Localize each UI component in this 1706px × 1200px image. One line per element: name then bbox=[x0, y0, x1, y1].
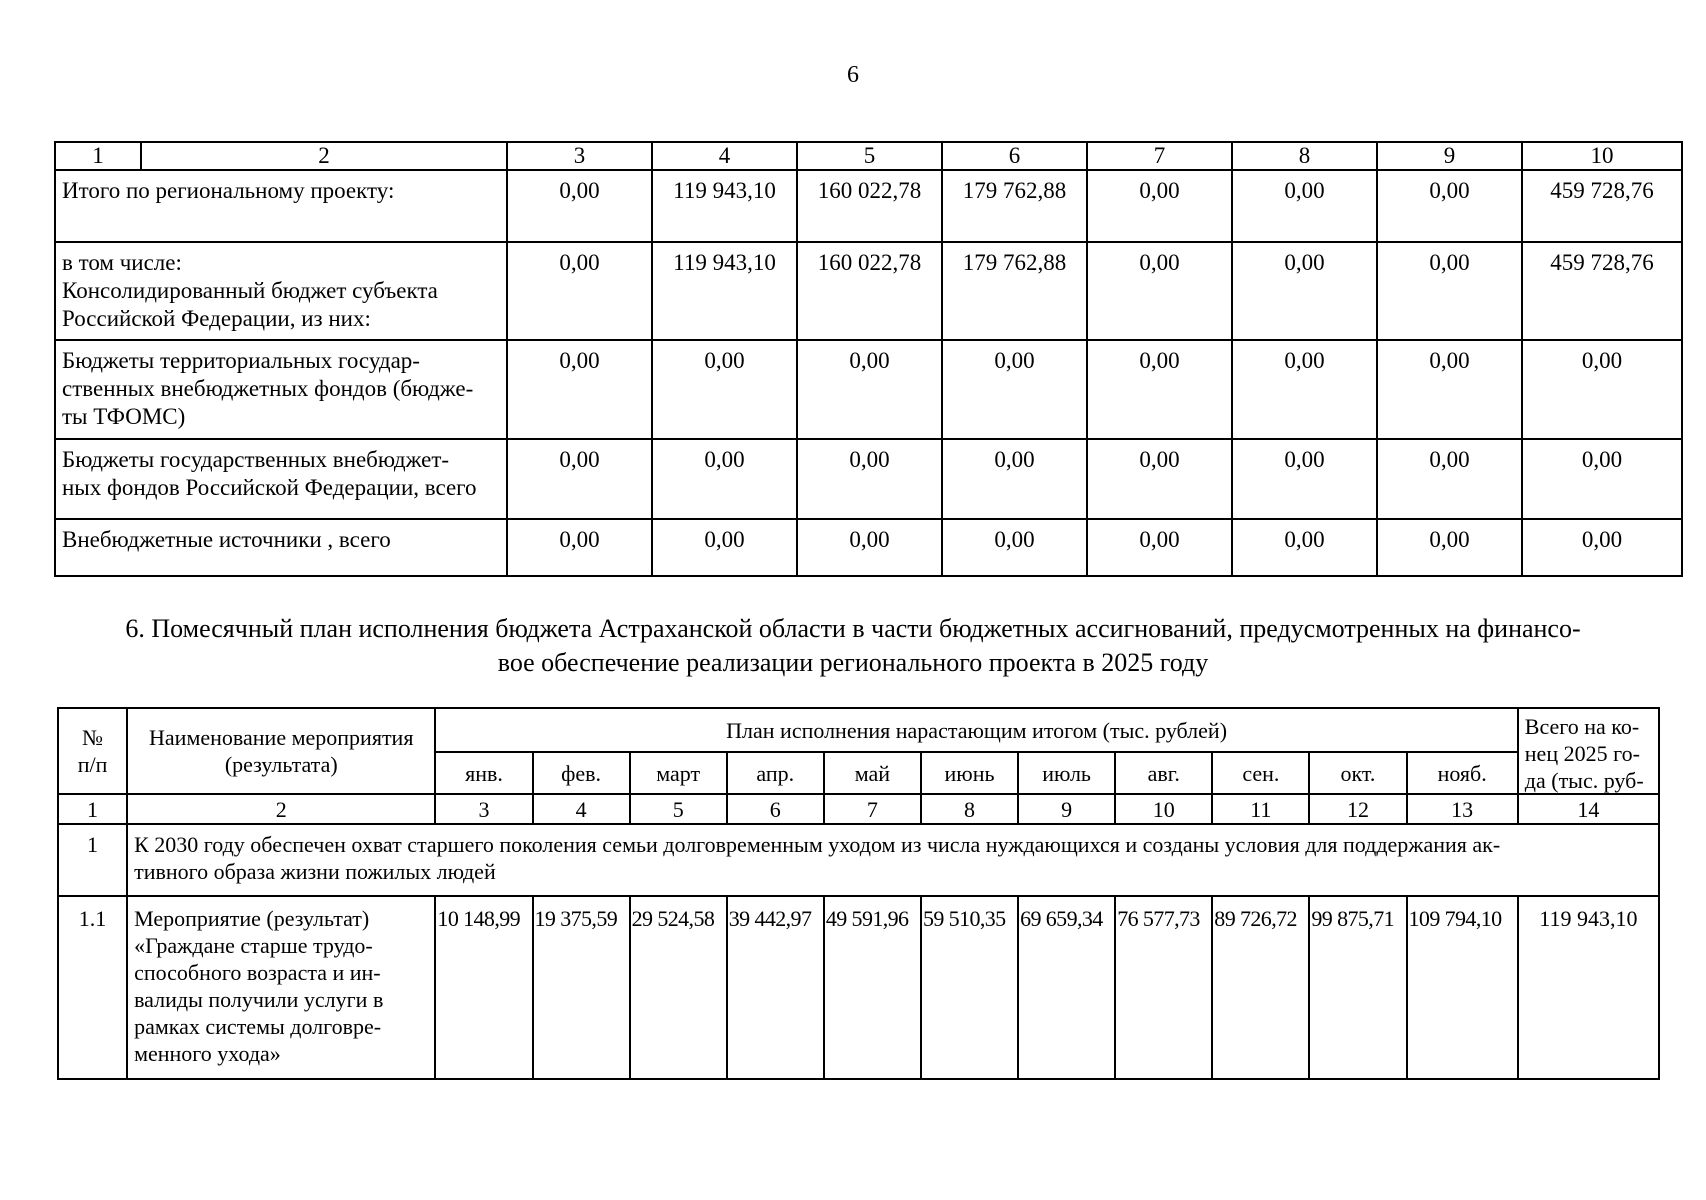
value-cell: 0,00 bbox=[1087, 439, 1232, 519]
table-row bbox=[58, 896, 1659, 1079]
page-number: 6 bbox=[847, 62, 859, 88]
value-cell: 0,00 bbox=[507, 519, 652, 576]
value-cell: 0,00 bbox=[1377, 340, 1522, 439]
row-label bbox=[55, 340, 507, 439]
index-cell: 6 bbox=[727, 794, 824, 824]
value-cell: 0,00 bbox=[1232, 519, 1377, 576]
table2-header-row bbox=[58, 708, 1659, 752]
value-cell: 459 728,76 bbox=[1522, 242, 1682, 340]
monthly-value: 29 524,58 bbox=[630, 896, 727, 1079]
value-cell: 0,00 bbox=[1087, 242, 1232, 340]
row-number: 1.1 bbox=[58, 896, 127, 1079]
header-line: Наименование мероприятия bbox=[149, 725, 414, 750]
column-header-total bbox=[1518, 708, 1659, 794]
table-row bbox=[55, 170, 1682, 242]
table2-index-row bbox=[58, 794, 1659, 824]
month-header: июль bbox=[1018, 752, 1115, 794]
value-cell: 0,00 bbox=[652, 340, 797, 439]
goal-description bbox=[127, 824, 1659, 896]
measure-line: «Граждане старше трудо- bbox=[134, 933, 373, 958]
measure-line: рамках системы долговре- bbox=[134, 1014, 382, 1039]
index-cell: 10 bbox=[1115, 794, 1212, 824]
header-line: (результата) bbox=[224, 752, 338, 777]
value-cell: 179 762,88 bbox=[942, 170, 1087, 242]
index-cell: 12 bbox=[1309, 794, 1406, 824]
table1-header-cell: 4 bbox=[652, 142, 797, 170]
index-cell: 13 bbox=[1407, 794, 1518, 824]
table1-header-cell: 10 bbox=[1522, 142, 1682, 170]
row-label: Итого по региональному проекту: bbox=[55, 170, 507, 242]
value-cell: 179 762,88 bbox=[942, 242, 1087, 340]
month-header: янв. bbox=[435, 752, 532, 794]
month-header: июнь bbox=[921, 752, 1018, 794]
value-cell: 0,00 bbox=[1377, 242, 1522, 340]
value-cell: 0,00 bbox=[797, 439, 942, 519]
month-header: апр. bbox=[727, 752, 824, 794]
section-title-line: вое обеспечение реализации регионального проекта в 2025 году bbox=[497, 648, 1209, 677]
monthly-value: 10 148,99 bbox=[435, 896, 532, 1079]
table1-header-cell: 2 bbox=[141, 142, 507, 170]
measure-line: менного ухода» bbox=[134, 1041, 281, 1066]
index-cell: 1 bbox=[58, 794, 127, 824]
table-row bbox=[58, 824, 1659, 896]
monthly-value: 49 591,96 bbox=[824, 896, 921, 1079]
value-cell: 0,00 bbox=[1232, 340, 1377, 439]
month-header: нояб. bbox=[1407, 752, 1518, 794]
label-line: ных фондов Российской Федерации, всего bbox=[62, 475, 477, 500]
header-line: Всего на ко- bbox=[1524, 714, 1640, 739]
value-cell: 0,00 bbox=[942, 519, 1087, 576]
regional-project-totals-table bbox=[54, 141, 1683, 577]
index-cell: 11 bbox=[1212, 794, 1309, 824]
value-cell: 0,00 bbox=[507, 439, 652, 519]
monthly-value: 39 442,97 bbox=[727, 896, 824, 1079]
label-line: ты ТФОМС) bbox=[62, 404, 186, 429]
table1-header-cell: 6 bbox=[942, 142, 1087, 170]
value-cell: 459 728,76 bbox=[1522, 170, 1682, 242]
monthly-value: 69 659,34 bbox=[1018, 896, 1115, 1079]
column-header-number bbox=[58, 708, 127, 794]
row-label bbox=[55, 242, 507, 340]
month-header: авг. bbox=[1115, 752, 1212, 794]
value-cell: 0,00 bbox=[507, 340, 652, 439]
measure-description bbox=[127, 896, 435, 1079]
value-cell: 0,00 bbox=[942, 439, 1087, 519]
value-cell: 0,00 bbox=[1522, 340, 1682, 439]
value-cell: 0,00 bbox=[797, 340, 942, 439]
index-cell: 8 bbox=[921, 794, 1018, 824]
column-header-plan: План исполнения нарастающим итогом (тыс. рублей) bbox=[435, 708, 1517, 752]
label-line: Российской Федерации, из них: bbox=[62, 306, 371, 331]
label-line: в том числе: bbox=[62, 250, 182, 275]
value-cell: 0,00 bbox=[507, 242, 652, 340]
header-line: № bbox=[82, 725, 104, 750]
value-cell: 0,00 bbox=[1377, 439, 1522, 519]
monthly-value: 99 875,71 bbox=[1309, 896, 1406, 1079]
measure-line: способного возраста и ин- bbox=[134, 960, 381, 985]
value-cell: 0,00 bbox=[652, 439, 797, 519]
month-header: март bbox=[630, 752, 727, 794]
month-header: окт. bbox=[1309, 752, 1406, 794]
table-row bbox=[55, 340, 1682, 439]
value-cell: 0,00 bbox=[1087, 340, 1232, 439]
goal-line: К 2030 году обеспечен охват старшего поколения семьи долговременным уходом из числа нуждающихся и созданы условия для поддержания ак- bbox=[134, 832, 1501, 857]
table1-header-cell: 8 bbox=[1232, 142, 1377, 170]
row-label: Внебюджетные источники , всего bbox=[55, 519, 507, 576]
value-cell: 0,00 bbox=[1377, 170, 1522, 242]
header-line: да (тыс. руб- bbox=[1524, 768, 1644, 793]
index-cell: 5 bbox=[630, 794, 727, 824]
table-row bbox=[55, 242, 1682, 340]
value-cell: 0,00 bbox=[1087, 170, 1232, 242]
value-cell: 0,00 bbox=[1232, 170, 1377, 242]
year-total-value: 119 943,10 bbox=[1518, 896, 1659, 1079]
table1-header-cell: 5 bbox=[797, 142, 942, 170]
index-cell: 14 bbox=[1518, 794, 1659, 824]
header-line: нец 2025 го- bbox=[1524, 741, 1640, 766]
section-title bbox=[40, 612, 1666, 680]
index-cell: 9 bbox=[1018, 794, 1115, 824]
value-cell: 0,00 bbox=[942, 340, 1087, 439]
monthly-value: 109 794,10 bbox=[1407, 896, 1518, 1079]
monthly-value: 76 577,73 bbox=[1115, 896, 1212, 1079]
value-cell: 0,00 bbox=[1522, 439, 1682, 519]
value-cell: 0,00 bbox=[1232, 439, 1377, 519]
month-header: сен. bbox=[1212, 752, 1309, 794]
index-cell: 3 bbox=[435, 794, 532, 824]
row-label bbox=[55, 439, 507, 519]
value-cell: 160 022,78 bbox=[797, 170, 942, 242]
value-cell: 0,00 bbox=[1377, 519, 1522, 576]
value-cell: 0,00 bbox=[1087, 519, 1232, 576]
value-cell: 119 943,10 bbox=[652, 170, 797, 242]
section-title-line: 6. Помесячный план исполнения бюджета Астраханской области в части бюджетных ассигнований, предусмотренных на финансо- bbox=[125, 614, 1581, 643]
index-cell: 2 bbox=[127, 794, 435, 824]
value-cell: 119 943,10 bbox=[652, 242, 797, 340]
value-cell: 0,00 bbox=[507, 170, 652, 242]
monthly-plan-table bbox=[57, 707, 1660, 1080]
label-line: ственных внебюджетных фондов (бюдже- bbox=[62, 376, 474, 401]
table1-header-row bbox=[55, 142, 1682, 170]
month-header: фев. bbox=[533, 752, 630, 794]
label-line: Консолидированный бюджет субъекта bbox=[62, 278, 438, 303]
measure-line: Мероприятие (результат) bbox=[134, 906, 370, 931]
label-line: Бюджеты государственных внебюджет- bbox=[62, 447, 450, 472]
monthly-value: 19 375,59 bbox=[533, 896, 630, 1079]
value-cell: 0,00 bbox=[1522, 519, 1682, 576]
table1-header-cell: 1 bbox=[55, 142, 141, 170]
row-number: 1 bbox=[58, 824, 127, 896]
month-header: май bbox=[824, 752, 921, 794]
table1-header-cell: 7 bbox=[1087, 142, 1232, 170]
value-cell: 160 022,78 bbox=[797, 242, 942, 340]
value-cell: 0,00 bbox=[1232, 242, 1377, 340]
goal-line: тивного образа жизни пожилых людей bbox=[134, 859, 496, 884]
table-row bbox=[55, 519, 1682, 576]
value-cell: 0,00 bbox=[652, 519, 797, 576]
table1-header-cell: 3 bbox=[507, 142, 652, 170]
monthly-value: 59 510,35 bbox=[921, 896, 1018, 1079]
index-cell: 7 bbox=[824, 794, 921, 824]
column-header-name bbox=[127, 708, 435, 794]
header-line: п/п bbox=[77, 752, 108, 777]
label-line: Бюджеты территориальных государ- bbox=[62, 348, 420, 373]
monthly-value: 89 726,72 bbox=[1212, 896, 1309, 1079]
measure-line: валиды получили услуги в bbox=[134, 987, 384, 1012]
value-cell: 0,00 bbox=[797, 519, 942, 576]
index-cell: 4 bbox=[533, 794, 630, 824]
table1-header-cell: 9 bbox=[1377, 142, 1522, 170]
table-row bbox=[55, 439, 1682, 519]
